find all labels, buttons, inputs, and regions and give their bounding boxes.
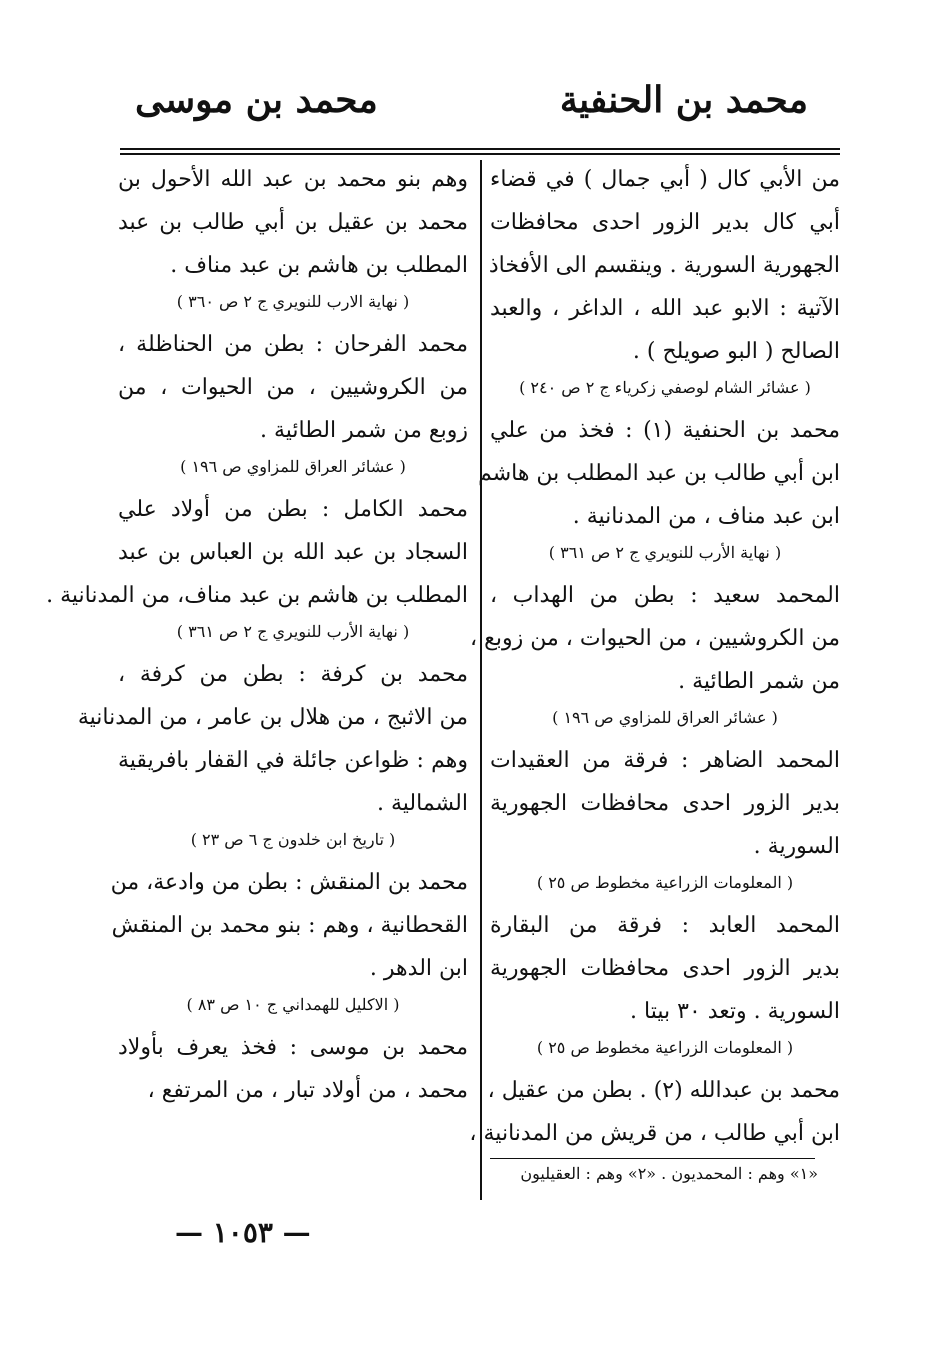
source-citation: ( نهاية الأرب للنويري ج ٢ ص ٣٦١ ) [548,543,782,562]
source-citation: ( عشائر الشام لوصفي زكرياء ج ٢ ص ٢٤٠ ) [519,378,811,397]
header-rule-bottom [120,153,840,155]
entry [46,488,468,647]
text-line: محمد الكامل : بطن من أولاد علي [118,497,468,522]
text-line: الجهورية السورية . وينقسم الى الأفخاذ [488,253,840,278]
text-line: من شمر الطائية . [678,669,840,694]
entry [110,861,468,1020]
text-line: محمد بن عبدالله (٢) . بطن من عقيل ، [487,1078,840,1103]
source-citation: ( نهاية الارب للنويري ج ٢ ص ٣٦٠ ) [176,292,410,311]
entry [118,1026,468,1112]
text-line: من الكروشيين ، من الحيوات ، من زوبع ، [470,626,840,651]
entry [478,409,840,568]
running-header-right: محمد بن الحنفية [559,79,808,121]
text-line: من الأبي كال ( أبي جمال ) في قضاء [490,167,840,192]
entry [470,574,840,733]
text-line: محمد بن موسى : فخذ يعرف بأولاد [118,1035,468,1060]
text-line: الصالح ( البو صويلح ) . [632,339,840,364]
entry [118,158,468,317]
entry [77,653,468,855]
text-line: أبي كال بدير الزور احدى محافظات [490,210,840,235]
text-line: محمد ، من أولاد تبار ، من المرتفع ، [147,1078,468,1103]
source-citation: ( الاكليل للهمداني ج ١٠ ص ٨٣ ) [186,995,400,1014]
column-divider [480,160,482,1200]
text-line: بدير الزور احدى محافظات الجهورية [490,956,840,981]
text-line: من الكروشيين ، من الحيوات ، من [118,375,468,400]
source-citation: ( تاريخ ابن خلدون ج ٦ ص ٢٣ ) [190,830,396,849]
source-citation: ( عشائر العراق للمزاوي ص ١٩٦ ) [180,457,406,476]
text-line: ابن الدهر . [369,956,468,981]
text-line: محمد بن الحنفية (١) : فخذ من علي [490,418,840,443]
text-line: ابن عبد مناف ، من المدنانية . [572,504,840,529]
source-citation: ( عشائر العراق للمزاوي ص ١٩٦ ) [552,708,778,727]
entry [490,739,840,898]
page-number: — ١٠٥٣ — [175,1216,311,1249]
text-line: وهم : ظواعن جائلة في القفار بافريقية [118,748,468,773]
text-line: محمد الفرحان : بطن من الحناظلة ، [118,332,468,357]
text-line: المحمد العابد : فرقة من البقارة [490,913,840,938]
source-citation: ( المعلومات الزراعية مخطوط ص ٢٥ ) [536,1038,794,1057]
text-line: بدير الزور احدى محافظات الجهورية [490,791,840,816]
text-line: المطلب بن هاشم بن عبد مناف . [170,253,468,278]
text-line: من الاثبج ، من هلال بن عامر ، من المدنانية [77,705,468,730]
entry [490,158,840,403]
text-line: محمد بن المنقش : بطن من وادعة، من [110,870,468,895]
text-line: السورية . وتعد ٣٠ بيتا . [630,999,840,1024]
text-line: زوبع من شمر الطائية . [260,418,468,443]
text-line: محمد بن عقيل بن أبي طالب بن عبد [118,210,468,235]
footnote-rule [490,1158,815,1159]
text-line: المحمد سعيد : بطن من الهداب ، [490,583,840,608]
text-line: الشمالية . [377,791,468,816]
text-line: المحمد الضاهر : فرقة من العقيدات [490,748,840,773]
text-line: وهم بنو محمد بن عبد الله الأحول بن [118,167,468,192]
footnote: «١» وهم : المحمديون . «٢» وهم : العقيليون [520,1164,818,1183]
text-line: المطلب بن هاشم بن عبد مناف، من المدنانية . [46,583,468,608]
text-line: السجاد بن عبد الله بن العباس بن عبد [118,540,468,565]
text-line: الآتية : الابو عبد الله ، الداغر ، والعبد [490,296,840,321]
text-line: القحطانية ، وهم : بنو محمد بن المنقش [111,913,468,938]
text-line: ابن أبي طالب بن عبد المطلب بن هاشم [478,461,840,486]
source-citation: ( نهاية الأرب للنويري ج ٢ ص ٣٦١ ) [176,622,410,641]
header-rule-top [120,148,840,150]
text-line: السورية . [753,834,840,859]
entry [469,1069,840,1155]
entry [118,323,468,482]
text-line: محمد بن كرفة : بطن من كرفة ، [118,662,468,687]
left-column [46,158,468,1118]
entry [490,904,840,1063]
source-citation: ( المعلومات الزراعية مخطوط ص ٢٥ ) [536,873,794,892]
right-column [469,158,840,1161]
text-line: ابن أبي طالب ، من قريش من المدنانية ، [469,1121,840,1146]
running-header-left: محمد بن موسى [135,79,378,121]
